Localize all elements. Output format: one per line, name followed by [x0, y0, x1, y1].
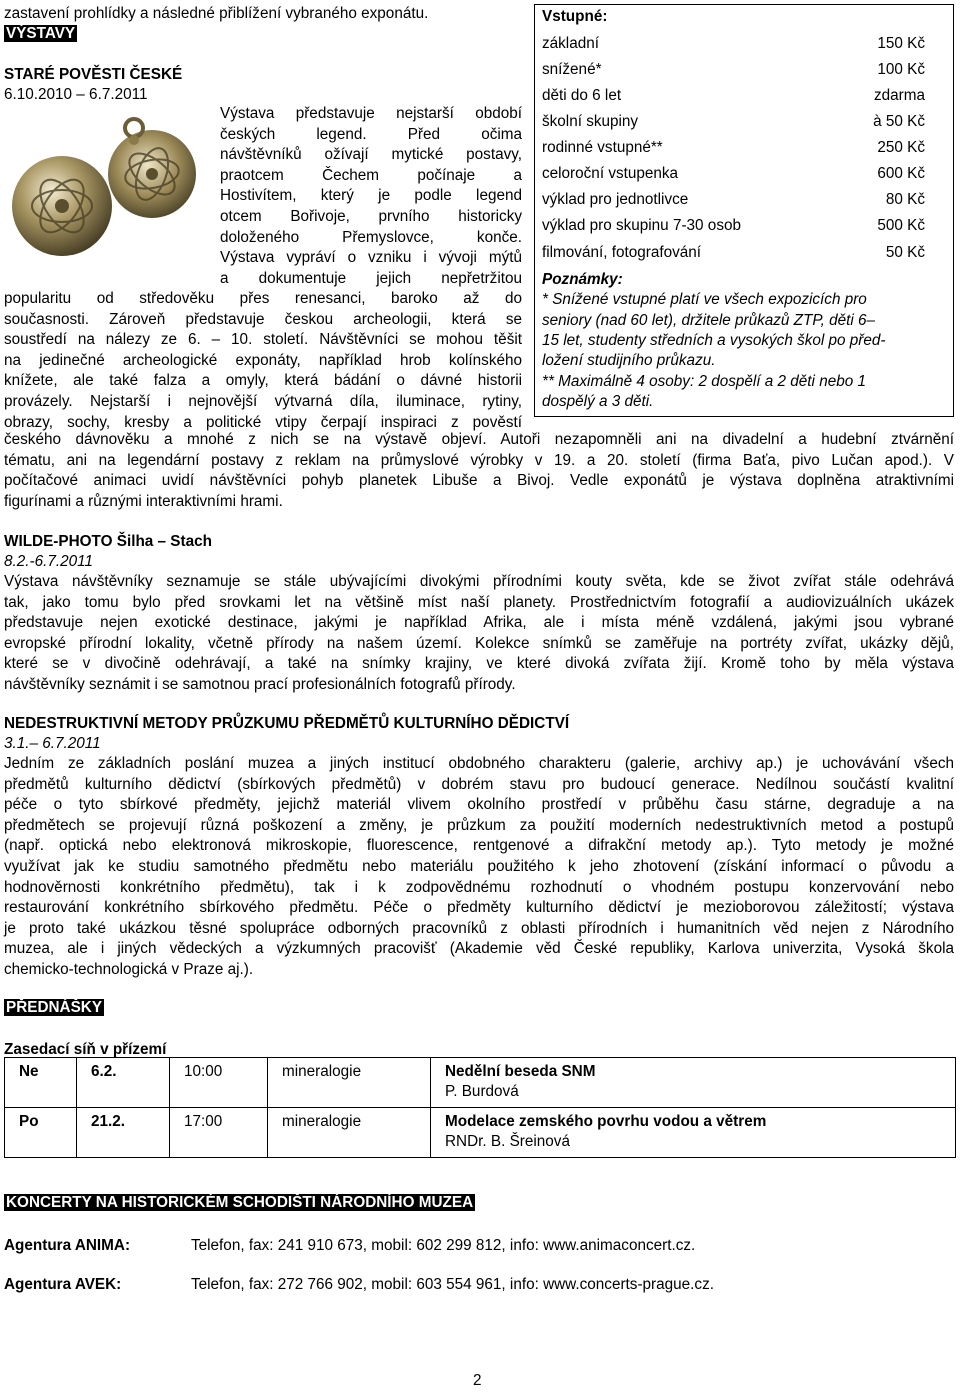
exhibition-text-line: Výstava představuje nejstarší období [220, 105, 522, 122]
wilde-text-line: které se v divočině odehrávají, a také na snímky krajiny, ve které divoká zvířata žijí. Kromě toho by měla výstava [4, 655, 954, 673]
section-heading-koncerty-label: KONCERTY NA HISTORICKÉM SCHODIŠTI NÁRODNÍHO MUZEA [6, 1194, 474, 1211]
note-line: ložení studijního průkazu. [542, 352, 716, 370]
note-line: dospělý a 3 děti. [542, 392, 654, 410]
price-value: zdarma [873, 86, 925, 104]
note-line: 15 let, studenty středních a vysokých škol po před- [542, 332, 886, 350]
lecture-speaker: P. Burdová [445, 1083, 519, 1100]
price-row [542, 240, 945, 266]
nedestr-text-line: předmětech se projevují různá poškození a změny, je průzkum za použití moderních nedestruktivních metod a postupů [4, 816, 954, 834]
lecture-date: 6.2. [77, 1058, 170, 1108]
wilde-text-line: tak, jako tomu bylo před srovkami let na většině míst naší planety. Prostřednictvím fotografií a audiovizuálních ukázek [4, 593, 954, 611]
section-heading-prednasky-label: PŘEDNÁŠKY [6, 999, 103, 1016]
price-row [542, 161, 945, 187]
lecture-speaker: RNDr. B. Šreinová [445, 1133, 570, 1150]
price-label: celoroční vstupenka [542, 165, 679, 183]
price-label: rodinné vstupné** [542, 139, 663, 157]
table-row [5, 1108, 956, 1158]
note-line: * Snížené vstupné platí ve všech expozicích pro [542, 291, 867, 309]
exhibition-text-line: návštěvníků ožívají mytické postavy, [220, 146, 522, 164]
wilde-text-line: návštěvníky seznámit i se samotnou prací profesionálních fotografů přírody. [4, 675, 516, 693]
price-label: snížené* [542, 60, 602, 78]
nedestr-text-line: je proto také ukázkou těsné spolupráce odborných pracovníků z oblasti přírodních i humanitních věd nejen z Národního [4, 919, 954, 937]
lecture-day: Po [5, 1108, 77, 1158]
nedestr-text-line: chemicko-technologická v Praze aj.). [4, 960, 254, 978]
section-heading-koncerty [4, 1193, 475, 1214]
lecture-time: 17:00 [170, 1108, 268, 1158]
price-value: 50 Kč [885, 243, 925, 261]
exhibition-text-line: na jedinečné archeologické exponáty, například hrob kolínského [4, 351, 522, 369]
nedestr-text-line: Jedním ze základních poslání muzea a jiných institucí obdobného charakteru (galerie, archivy ap.) je uchovávání všech [4, 755, 954, 772]
exhibition-text-line: popularitu od středověku přes renesanci, baroko až do [4, 290, 522, 307]
brooch-photo [6, 104, 210, 268]
exhibition-text-line: a dokumentuje jejich nepřetržitou [220, 269, 522, 287]
exhibition-text-line: otcem Bořivoje, prvního historicky [220, 207, 522, 225]
price-label: výklad pro skupinu 7-30 osob [542, 217, 741, 235]
price-row [542, 57, 945, 83]
exhibition-text-full [4, 430, 954, 512]
price-row [542, 83, 945, 109]
lecture-field: mineralogie [268, 1058, 431, 1108]
table-row [5, 1058, 956, 1108]
exhibition-text-line: praotcem Čechem počínaje a [220, 166, 522, 184]
page-number: 2 [473, 1372, 482, 1389]
price-label: filmování, fotografování [542, 243, 702, 261]
note-line: ** Maximálně 4 osoby: 2 dospělí a 2 děti nebo 1 [542, 372, 866, 390]
lecture-topic: Nedělní beseda SNM [445, 1063, 596, 1080]
exhibition-text-left [4, 289, 522, 433]
lecture-field: mineralogie [268, 1108, 431, 1158]
exhibition-text-column [220, 104, 522, 289]
nedestr-dates: 3.1.– 6.7.2011 [4, 735, 101, 752]
nedestr-text [4, 754, 954, 981]
price-row [542, 31, 945, 57]
lecture-time: 10:00 [170, 1058, 268, 1108]
price-value: 500 Kč [877, 217, 925, 235]
exhibition-text-line: Hostivítem, který je podle legend [220, 187, 522, 205]
price-value: 600 Kč [877, 165, 925, 183]
nedestr-text-line: hodnověrnosti konkrétního předmětu), tak i k zodpovědnému rozhodnutí o vhodném postupu konzervování nebo [4, 878, 954, 896]
exhibition-text-line: provázely. Nejstarší i nejnovější výtvarná díla, iluminace, rytiny, [4, 392, 522, 410]
admission-title: Vstupné: [542, 8, 608, 25]
price-row [542, 188, 945, 214]
nedestr-text-line: muzea, ale i jiných vědeckých a výzkumných pracovišť (Akademie věd České republiky, Karlova univerzita, Vysoká škola [4, 940, 954, 958]
nedestr-text-line: využívat jak ke studiu samotného předmětu nebo materiálu použitého k jeho zhotovení (získání informací o původu a [4, 857, 954, 875]
exhibition-text-line: českých legend. Před očima [220, 125, 522, 143]
wilde-text-line: Výstava návštěvníky seznamuje se stále ubývajícími divokými přírodními kouty světa, kde se život zvířat stále odehrává [4, 573, 954, 590]
price-value: 250 Kč [877, 139, 925, 157]
price-label: školní skupiny [542, 113, 639, 131]
exhibition-text-line: českého dávnověku a mnohé z nich se na výstavě objeví. Autoři nezapomněli ani na divadelní a hudební ztvárnění [4, 431, 954, 448]
wilde-text-line: představuje nejen exotické destinace, jakými je například Afrika, ale i místa méně vzdálená, jakými jsou vybrané [4, 614, 954, 632]
exhibition-text-line: obrazy, sochy, kresby a politické vtipy čerpají inspiraci z pověstí [4, 413, 522, 431]
lecture-topic: Modelace zemského povrhu vodou a větrem [445, 1113, 767, 1130]
exhibition-text-line: knížete, ale také falza a omyly, která bádání o dávné historii [4, 372, 522, 390]
agency-name: Agentura AVEK: [4, 1276, 122, 1293]
wilde-text [4, 572, 954, 696]
wilde-text-line: evropské přírodní lokality, včetně přírody na našem území. Kolekce snímků se zaměřuje na portréty zvířat, ukázky dějů, [4, 634, 954, 652]
price-label: děti do 6 let [542, 86, 622, 104]
price-row [542, 109, 945, 135]
section-heading-prednasky [4, 998, 104, 1019]
nedestr-title: NEDESTRUKTIVNÍ METODY PRŮZKUMU PŘEDMĚTŮ KULTURNÍHO DĚDICTVÍ [4, 715, 570, 732]
wilde-title: WILDE-PHOTO Šilha – Stach [4, 533, 212, 550]
exhibition-text-line: současnosti. Zároveň představuje českou archeologii, která se [4, 310, 522, 328]
price-label: výklad pro jednotlivce [542, 191, 689, 209]
nedestr-text-line: péče o tyto sbírkové předměty, jejichž materiál vlivem okolního prostředí v průběhu času stárne, degraduje a na [4, 796, 954, 814]
nedestr-text-line: restaurování konkrétního sbírkového předmětu. Péče o předměty kulturního dědictví je mezioborovou záležitostí; výstava [4, 899, 954, 917]
agency-contact: Telefon, fax: 272 766 902, mobil: 603 554 961, info: www.concerts-prague.cz. [191, 1276, 714, 1293]
exhibition-text-line: doloženého Přemyslovce, konče. [220, 228, 522, 246]
agency-contact: Telefon, fax: 241 910 673, mobil: 602 299 812, info: www.animaconcert.cz. [191, 1237, 696, 1254]
price-row [542, 214, 945, 240]
lecture-day: Ne [5, 1058, 77, 1108]
exhibition-text-line: soustředí na nálezy ze 6. – 10. století. Návštěvníci se mohou těšit [4, 331, 522, 349]
exhibition-text-line: tématu, ani na legendární postavy z reklam na průmyslové výrobky v 19. a 20. století (firma Baťa, pivo Lučan apod.). V [4, 451, 954, 469]
section-heading-vystavy-label: VÝSTAVY [6, 25, 76, 42]
admission-box [534, 4, 954, 417]
agency-name: Agentura ANIMA: [4, 1237, 131, 1254]
intro-line: zastavení prohlídky a následné přiblížení vybraného exponátu. [4, 5, 429, 22]
exhibition-text-line: figurínami a různými interaktivními hrami. [4, 492, 283, 510]
note-line: seniory (nad 60 let), držitele průkazů ZTP, děti 6– [542, 311, 876, 329]
exhibition-text-line: Výstava vypráví o vzniku i vývoji mýtů [220, 249, 522, 267]
exhibition-text-line: počítačové animaci uvidí návštěvníci pohyb planetek Libuše a Bivoj. Vedle exponátů je výstava doplněna atraktivními [4, 472, 954, 490]
lecture-date: 21.2. [77, 1108, 170, 1158]
notes-title: Poznámky: [542, 270, 623, 288]
nedestr-text-line: předmětů kulturního dědictví (sbírkových předmětů) v dobrém stavu pro budoucí generace. Nedílnou součástí kvalitní [4, 775, 954, 793]
lecture-topic-cell [431, 1108, 956, 1158]
price-value: à 50 Kč [873, 113, 925, 131]
zasedaci-title: Zasedací síň v přízemí [4, 1041, 167, 1058]
nedestr-text-line: (např. optická nebo elektronová mikroskopie, fluorescence, rentgenové a difrakční metody ap.). Tyto metody je možné [4, 837, 954, 855]
price-row [542, 135, 945, 161]
lecture-table [4, 1057, 956, 1158]
section-heading-vystavy [4, 24, 77, 45]
lecture-topic-cell [431, 1058, 956, 1108]
price-value: 150 Kč [877, 34, 925, 52]
price-value: 100 Kč [877, 60, 925, 78]
price-label: základní [542, 34, 599, 52]
wilde-dates: 8.2.-6.7.2011 [4, 553, 94, 570]
exhibition-title: STARÉ POVĚSTI ČESKÉ [4, 66, 183, 83]
price-value: 80 Kč [885, 191, 925, 209]
exhibition-dates: 6.10.2010 – 6.7.2011 [4, 86, 148, 103]
